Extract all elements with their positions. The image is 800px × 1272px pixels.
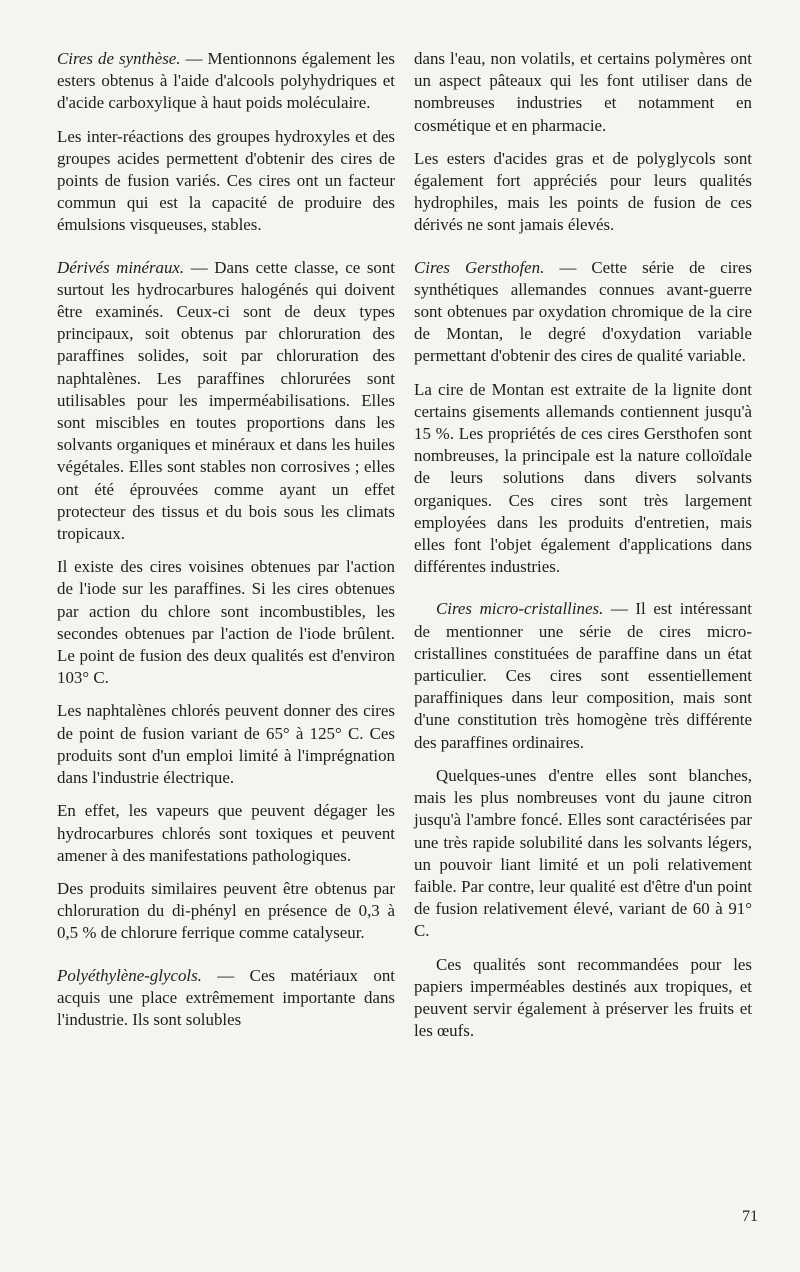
- gersthofen-paragraph-2: La cire de Montan est extraite de la lignite dont certains gisements allemands contiennent jusqu'à 15 %. Les propriétés de ces cires Gersthofen sont nombreuses, la principale est la nature colloïdale de leurs solutions dans divers solvants organiques. Ces cires sont très largement employées dans les produits d'entretien, mais elles font l'objet également d'applications dans différentes industries.: [414, 379, 752, 577]
- micro-paragraph-1: [414, 598, 752, 753]
- micro-paragraph-2: Quelques-unes d'entre elles sont blanches, mais les plus nombreuses vont du jaune citron jusqu'à l'ambre foncé. Elles sont caractérisées par une très rapide solubilité dans les solvants légers, un pouvoir liant limité et un poli relativement faible. Par contre, leur qualité est d'être d'un point de fusion relativement élevé, variant de 60 à 91° C.: [414, 765, 752, 941]
- gersthofen-text-1: — Cette série de cires synthétiques allemandes connues avant-guerre sont obtenues par oxydation chromique de la cire de Montan, le degré d'oxydation variable permettant d'obtenir des cires de qualité variable.: [414, 257, 753, 366]
- polyethylene-text-1: — Ces matériaux ont acquis une place extrêmement importante dans l'industrie. Ils sont solubles: [57, 965, 395, 1029]
- synthese-text-1: — Mentionnons également les esters obtenus à l'aide d'alcools polyhydriques et d'acide carboxylique à haut poids moléculaire.: [57, 49, 395, 113]
- page-number: 71: [742, 1208, 758, 1225]
- mineraux-paragraph-4: En effet, les vapeurs que peuvent dégager les hydrocarbures chlorés sont toxiques et peuvent amener à des manifestations pathologiques.: [57, 801, 395, 865]
- mineraux-paragraph-2: Il existe des cires voisines obtenues par l'action de l'iode sur les paraffines. Si les cires obtenues par action du chlore sont incombustibles, les secondes obtenues par l'action de l'iode brûlent. Le point de fusion des deux qualités est d'environ 103° C.: [57, 557, 395, 688]
- synthese-paragraph-2: Les inter-réactions des groupes hydroxyles et des groupes acides permettent d'obtenir des cires de points de fusion variés. Ces cires ont un facteur commun qui est la capacité de produire des émulsions visqueuses, stables.: [57, 126, 395, 235]
- section-title-polyethylene-glycols: Polyéthylène-glycols.: [57, 965, 202, 985]
- polyethylene-continued-paragraph-1: dans l'eau, non volatils, et certains polymères ont un aspect pâteaux qui les font utiliser dans de nombreuses industries et notamment en cosmétique et en pharmacie.: [414, 49, 752, 135]
- section-title-cires-micro-cristallines: Cires micro-cristallines.: [436, 599, 604, 619]
- mineraux-paragraph-1: [57, 257, 395, 546]
- mineraux-text-1: — Dans cette classe, ce sont surtout les hydrocarbures halogénés qui doivent être examinés. Ceux-ci sont de deux types principaux, soit obtenus par chloruration des paraffines solides, soit par chloruration des naphtalènes. Les paraffines chlorurées sont utilisables pour les imperméabilisations. Elles sont miscibles en toutes proportions dans les solvants organiques et minéraux et dans les huiles végétales. Elles sont stables non corrosives ; elles ont été éprouvées comme ayant un effet protecteur des tissus et du bois sous les climats tropicaux.: [57, 257, 395, 544]
- polyethylene-paragraph-1: [57, 965, 395, 1032]
- micro-text-1: — Il est intéressant de mentionner une série de cires micro-cristallines constituées de paraffine dans un état particulier. Ces cires sont essentiellement paraffiniques dans leur composition, mais sont d'une constitution très homogène très différente des paraffines ordinaires.: [414, 599, 752, 752]
- mineraux-paragraph-3: Les naphtalènes chlorés peuvent donner des cires de point de fusion variant de 65° à 125° C. Ces produits sont d'un emploi limité à l'imprégnation dans l'industrie électrique.: [57, 701, 395, 788]
- micro-paragraph-3: Ces qualités sont recommandées pour les papiers imperméables destinés aux tropiques, et peuvent servir également à préserver les fruits et les œufs.: [414, 954, 752, 1041]
- section-title-cires-gersthofen: Cires Gersthofen.: [414, 257, 545, 277]
- synthese-paragraph-1: [57, 48, 395, 115]
- polyethylene-continued-paragraph-2: Les esters d'acides gras et de polyglycols sont également fort appréciés pour leurs qualités hydrophiles, mais les points de fusion de ces dérivés ne sont jamais élevés.: [414, 148, 752, 235]
- section-title-derives-mineraux: Dérivés minéraux.: [57, 257, 185, 277]
- right-column: [414, 48, 752, 1053]
- left-column: [57, 48, 395, 1042]
- mineraux-paragraph-5: Des produits similaires peuvent être obtenus par chloruration du di-phényl en présence de 0,3 à 0,5 % de chlorure ferrique comme catalyseur.: [57, 878, 395, 943]
- gersthofen-paragraph-1: [414, 257, 752, 368]
- section-title-cires-de-synthese: Cires de synthèse.: [57, 49, 181, 68]
